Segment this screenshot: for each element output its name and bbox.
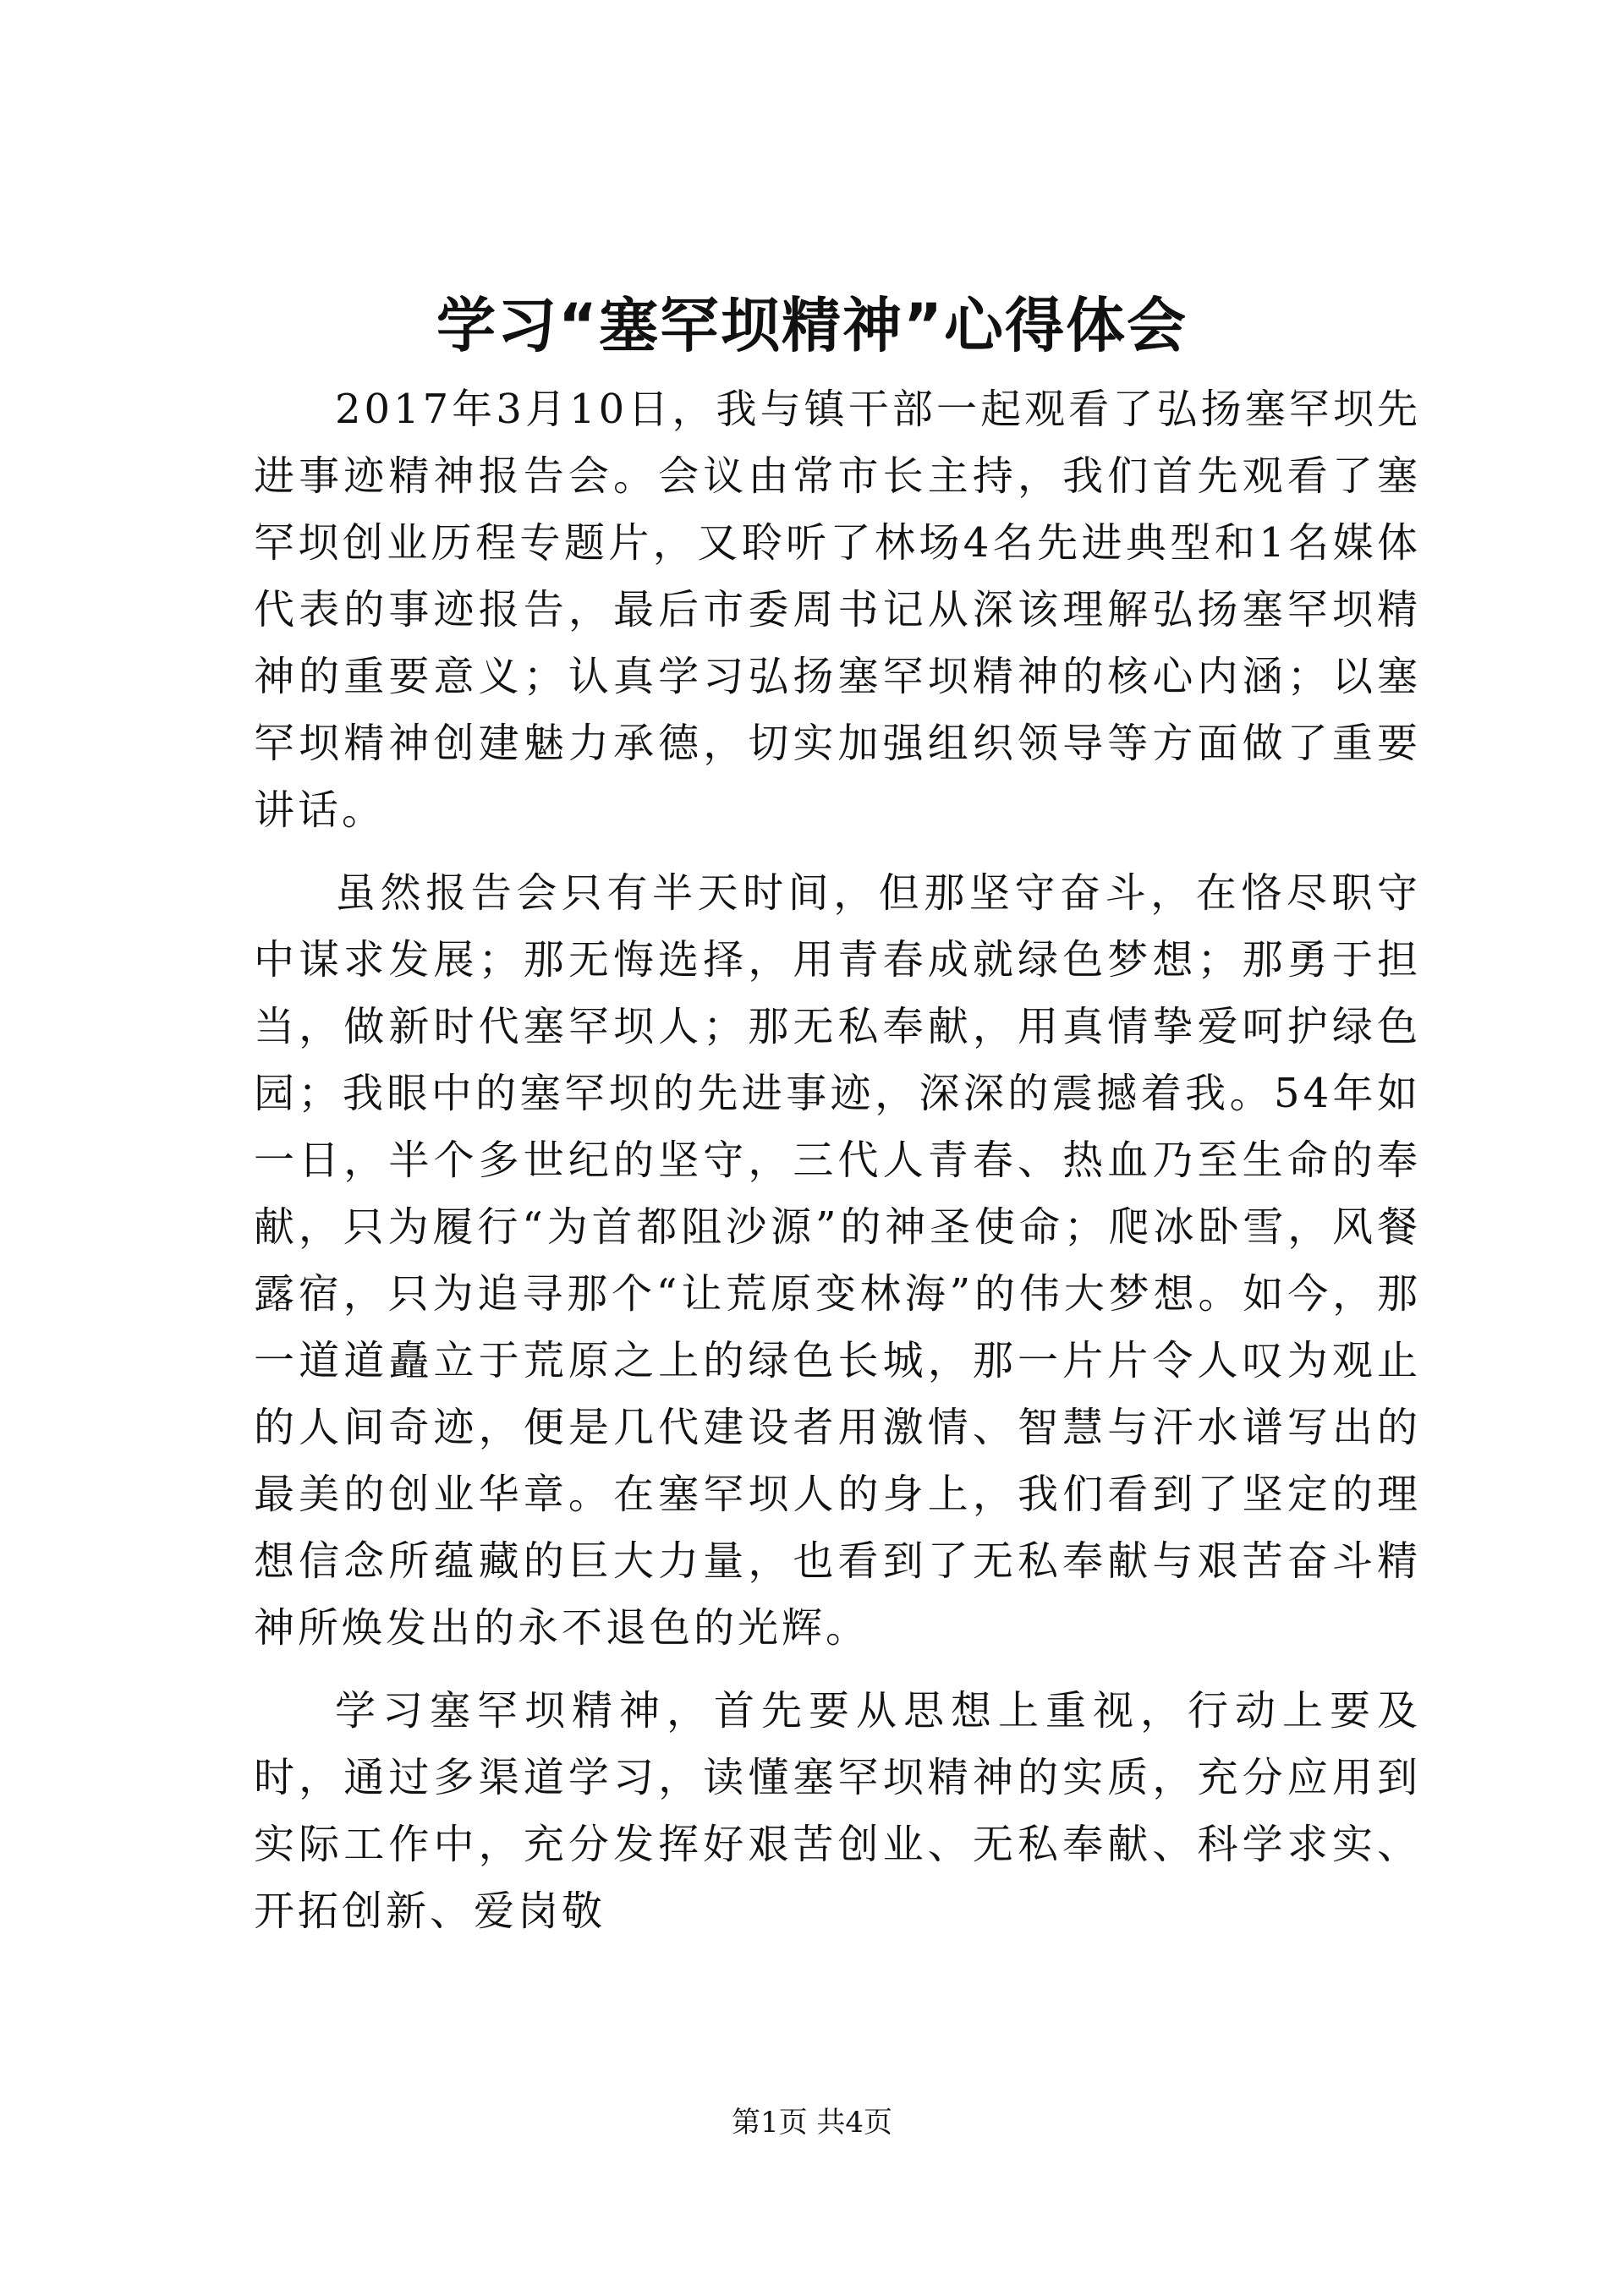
- document-title: 学习“塞罕坝精神”心得体会: [436, 291, 1188, 360]
- document-body: [254, 376, 1421, 1961]
- paragraph-3: 学习塞罕坝精神，首先要从思想上重视，行动上要及时，通过多渠道学习，读懂塞罕坝精神的实质，充分应用到实际工作中，充分发挥好艰苦创业、无私奉献、科学求实、开拓创新、爱岗敬: [254, 1687, 1421, 1935]
- page-footer: 第1页 共4页: [731, 2106, 893, 2140]
- paragraph-2: 虽然报告会只有半天时间，但那坚守奋斗，在恪尽职守中谋求发展；那无悔选择，用青春成就绿色梦想；那勇于担当，做新时代塞罕坝人；那无私奉献，用真情挚爱呵护绿色园；我眼中的塞罕坝的先进事迹，深深的震撼着我。54年如一日，半个多世纪的坚守，三代人青春、热血乃至生命的奉献，只为履行“为首都阻沙源”的神圣使命；爬冰卧雪，风餐露宿，只为追寻那个“让荒原变林海”的伟大梦想。如今，那一道道矗立于荒原之上的绿色长城，那一片片令人叹为观止的人间奇迹，便是几代建设者用激情、智慧与汗水谱写出的最美的创业华章。在塞罕坝人的身上，我们看到了坚定的理想信念所蕴藏的巨大力量，也看到了无私奉献与艰苦奋斗精神所焕发出的永不退色的光辉。: [254, 869, 1421, 1652]
- paragraph-1: 2017年3月10日，我与镇干部一起观看了弘扬塞罕坝先进事迹精神报告会。会议由常市长主持，我们首先观看了塞罕坝创业历程专题片，又聆听了林场4名先进典型和1名媒体代表的事迹报告，最后市委周书记从深该理解弘扬塞罕坝精神的重要意义；认真学习弘扬塞罕坝精神的核心内涵；以塞罕坝精神创建魅力承德，切实加强组织领导等方面做了重要讲话。: [254, 386, 1421, 834]
